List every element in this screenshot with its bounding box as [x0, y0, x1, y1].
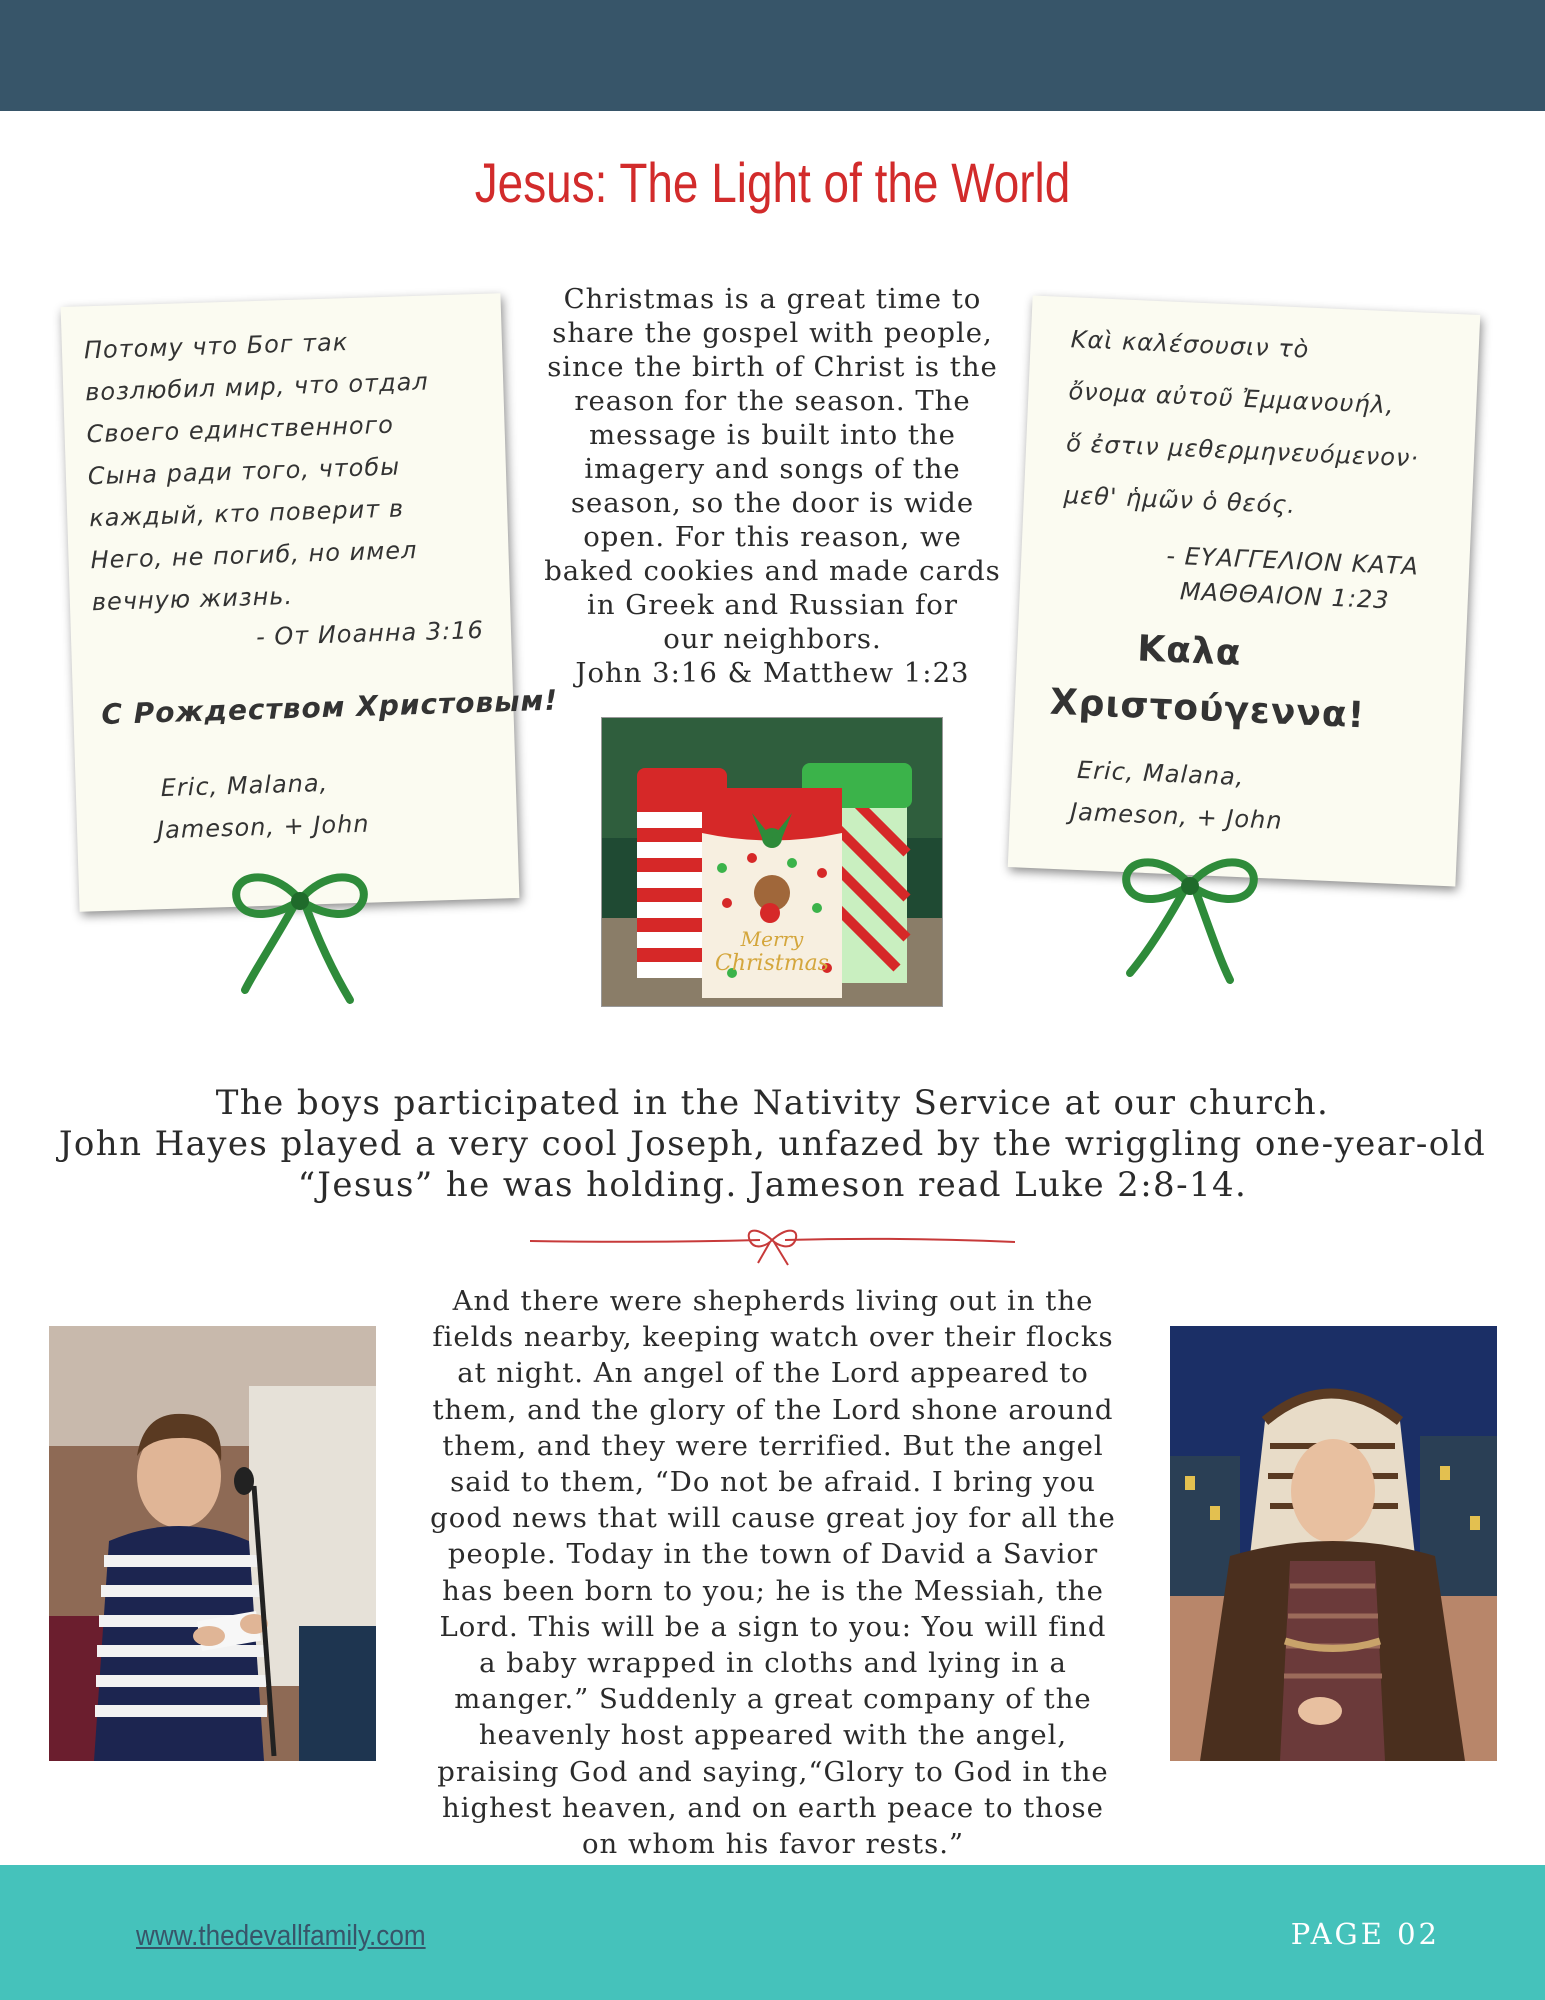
green-bow-icon [215, 860, 385, 1010]
card-line: μεθ' ἡμῶν ὁ θεός. [1063, 481, 1297, 520]
intro-line: open. For this reason, we [583, 521, 962, 553]
page-number: PAGE 02 [1290, 1917, 1440, 1951]
intro-line: message is built into the [589, 419, 956, 451]
greek-card [1008, 296, 1481, 887]
card-reference: - От Иоанна 3:16 [255, 615, 485, 652]
header-bar [0, 0, 1545, 111]
verse-line: manger.” Suddenly a great company of the [454, 1683, 1092, 1716]
verse-line: a baby wrapped in cloths and lying in a [479, 1647, 1067, 1680]
page-title: Jesus: The Light of the World [474, 151, 1071, 214]
card-greeting: Καλα [1136, 628, 1243, 674]
card-reference: - ΕΥΑΓΓΕΛΙΟΝ ΚΑΤΑ [1165, 541, 1420, 581]
intro-line: imagery and songs of the [584, 453, 961, 485]
intro-paragraph [520, 282, 1025, 690]
gift-bag-label: Christmas [715, 951, 829, 976]
verse-line: And there were shepherds living out in the [452, 1285, 1094, 1317]
verse-line: has been born to you; he is the Messiah, the [442, 1574, 1104, 1607]
card-line: Сына ради того, чтобы [87, 452, 401, 491]
intro-line: season, so the door is wide [570, 487, 975, 519]
intro-line: baked cookies and made cards [544, 555, 1001, 587]
gift-bags-illustration [602, 718, 942, 1006]
card-signature: Eric, Malana, [1076, 755, 1245, 792]
card-line: ὄνομα αὐτοῦ Ἐμμανουήλ, [1067, 377, 1396, 420]
verse-line: them, and they were terrified. But the angel [442, 1429, 1104, 1462]
card-line: каждый, кто поверит в [88, 494, 405, 533]
verse-line: at night. An angel of the Lord appeared to [457, 1357, 1089, 1390]
card-line: Потому что Бог так [83, 328, 349, 365]
card-signature: Eric, Malana, [160, 768, 329, 803]
verse-line: highest heaven, and on earth peace to those [442, 1791, 1104, 1824]
russian-card [61, 293, 559, 912]
ribbon-divider-icon [530, 1225, 1015, 1270]
john-illustration [1170, 1326, 1497, 1761]
jameson-reading-photo [49, 1326, 376, 1761]
card-line: Него, не погиб, но имел [90, 535, 418, 575]
verse-line: Lord. This will be a sign to you: You will find [439, 1610, 1107, 1643]
verse-line: people. Today in the town of David a Savior [447, 1538, 1099, 1571]
intro-line: share the gospel with people, [552, 317, 993, 349]
verse-line: good news that will cause great joy for all the [430, 1502, 1116, 1535]
verse-line: heavenly host appeared with the angel, [478, 1719, 1068, 1752]
nativity-line: “Jesus” he was holding. Jameson read Luke 2:8-14. [297, 1165, 1248, 1205]
intro-line: Christmas is a great time to [563, 283, 982, 315]
card-line: Своего единственного [86, 410, 395, 449]
gift-bags-photo [601, 717, 943, 1007]
card-greeting: С Рождеством Христовым! [100, 683, 559, 731]
card-line: ὅ ἐστιν μεθερμηνευόμενον· [1065, 429, 1420, 473]
gift-bag-label: Merry [740, 927, 804, 951]
nativity-line: The boys participated in the Nativity Service at our church. [215, 1083, 1330, 1123]
verse-line: praising God and saying,“Glory to God in the [437, 1755, 1109, 1788]
card-line: возлюбил мир, что отдал [84, 367, 430, 407]
john-joseph-costume-photo [1170, 1326, 1497, 1761]
verse-line: fields nearby, keeping watch over their flocks [432, 1321, 1114, 1354]
nativity-line: John Hayes played a very cool Joseph, unfazed by the wriggling one-year-old [58, 1124, 1487, 1164]
intro-line: our neighbors. [663, 623, 882, 655]
nativity-paragraph [0, 1083, 1545, 1206]
card-greeting: Χριστούγεννα! [1049, 681, 1366, 737]
card-line: Καὶ καλέσουσιν τὸ [1070, 325, 1310, 364]
card-line: вечную жизнь. [91, 581, 294, 617]
website-link[interactable]: www.thedevallfamily.com [136, 1920, 426, 1952]
card-signature: Jameson, + John [1069, 797, 1284, 835]
card-reference: ΜΑΘΘΑΙΟΝ 1:23 [1179, 577, 1391, 615]
verse-line: them, and the glory of the Lord shone around [432, 1393, 1114, 1426]
jameson-illustration [49, 1326, 376, 1761]
verse-line: on whom his favor rests.” [581, 1828, 965, 1861]
intro-line: reason for the season. The [574, 385, 971, 417]
intro-line: in Greek and Russian for [587, 589, 958, 621]
verse-line: said to them, “Do not be afraid. I bring you [450, 1466, 1096, 1499]
intro-scripture-refs: John 3:16 & Matthew 1:23 [575, 657, 970, 689]
green-bow-icon [1105, 845, 1275, 995]
card-signature: Jameson, + John [156, 809, 370, 845]
luke-scripture-passage [398, 1283, 1148, 1862]
intro-line: since the birth of Christ is the [547, 351, 998, 383]
